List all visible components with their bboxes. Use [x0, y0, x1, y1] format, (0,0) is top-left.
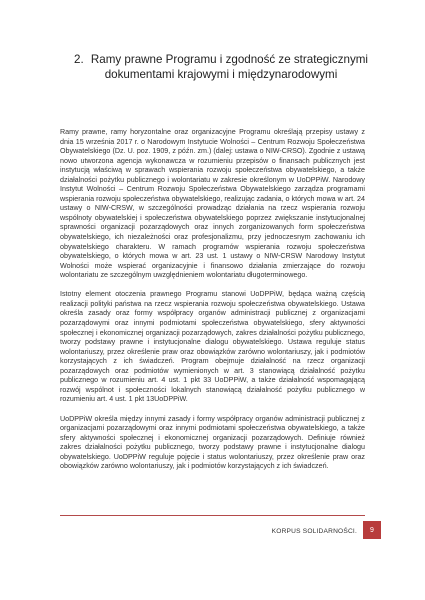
paragraph: Ramy prawne, ramy horyzontalne oraz organizacyjne Programu określają przepisy ustawy z dnia 15 września 2017 r. o Narodowym Instytucie Wolności – Centrum Rozwoju Społeczeństwa Obywatelskiego (Dz. U. poz. 1909, z późn. zm.) (dalej: ustawa o NIW-CRSO). Zgodnie z ustawą nowo utworzona agencja wykonawcza w rozumieniu przepisów o finansach publicznych jest instytucją właściwą w sprawach wspierania rozwoju społeczeństwa obywatelskiego, a także działalności pożytku publicznego i wolontariatu w zakresie określonym w UoDPPiW. Narodowy Instytut Wolności – Centrum Rozwoju Społeczeństwa Obywatelskiego zarządza programami wspierania rozwoju społeczeństwa obywatelskiego, realizując zadania, o których mowa w art. 24 ustawy o NIW-CRSW, w szczególności prowadząc działania na rzecz wspierania rozwoju wspólnoty obywatelskiej i społeczeństwa obywatelskiego poprzez zwiększanie instytucjonalnej sprawności organizacji pozarządowych oraz innych zorganizowanych form społeczeństwa obywatelskiego, ich niezależności oraz profesjonalizmu, przy jednoczesnym zachowaniu ich obywatelskiego charakteru. W ramach programów wspierania rozwoju społeczeństwa obywatelskiego, o których mowa w art. 23 ust. 1 ustawy o NIW-CRSW Narodowy Instytut Wolności może wspierać organizacyjnie i finansowo działania zmierzające do rozwoju wolontariatu ze szczególnym uwzględnieniem wolontariatu długoterminowego.	[60, 128, 365, 280]
paragraph: Istotny element otoczenia prawnego Programu stanowi UoDPPiW, będąca ważną częścią realizacji polityki państwa na rzecz wspierania rozwoju społeczeństwa obywatelskiego. Ustawa określa zasady oraz formy współpracy organów administracji publicznej z organizacjami pozarządowymi oraz innymi podmiotami społeczeństwa obywatelskiego, sfery aktywności społecznej i ekonomicznej organizacji pozarządowych, zakres działalności pożytku publicznego, tworzy podstawy prawne i instytucjonalne dialogu obywatelskiego. Ustawa reguluje status wolontariuszy, przez określenie praw oraz obowiązków zarówno wolontariuszy, jak i podmiotów korzystających z ich świadczeń. Program obejmuje działalność na rzecz organizacji pozarządowych oraz podmiotów wymienionych w art. 3 stanowiącą działalność pożytku publicznego w rozumieniu art. 4 ust. 1 pkt 33 UoDPPiW, a także działalność wspomagającą rozwój wspólnot i społeczności lokalnych stanowiącą działalność pożytku publicznego w rozumieniu art. 4 ust. 1 pkt 13UoDPPiW.	[60, 290, 365, 404]
body-text	[60, 128, 365, 481]
section-title: Ramy prawne Programu i zgodność ze strategicznymi dokumentami krajowymi i międzynarodowymi	[90, 53, 368, 81]
footer-divider	[60, 515, 365, 516]
paragraph: UoDPPiW określa między innymi zasady i formy współpracy organów administracji publicznej z organizacjami pozarządowymi oraz innymi podmiotami społeczeństwa obywatelskiego, a także sfery aktywności społecznej i ekonomicznej organizacji pozarządowych. Definiuje również zakres działalności pożytku publicznego, tworzy podstawy prawne i instytucjonalne dialogu obywatelskiego. UoDPPiW reguluje pojęcie i status wolontariuszy, przez określenie praw oraz obowiązków zarówno wolontariuszy, jak i podmiotów korzystających z ich świadczeń.	[60, 414, 365, 471]
section-number: 2.	[74, 53, 84, 66]
section-heading	[68, 52, 374, 82]
page-number-badge: 9	[363, 521, 381, 539]
footer-label: KORPUS SOLIDARNOŚCI.	[271, 528, 357, 535]
